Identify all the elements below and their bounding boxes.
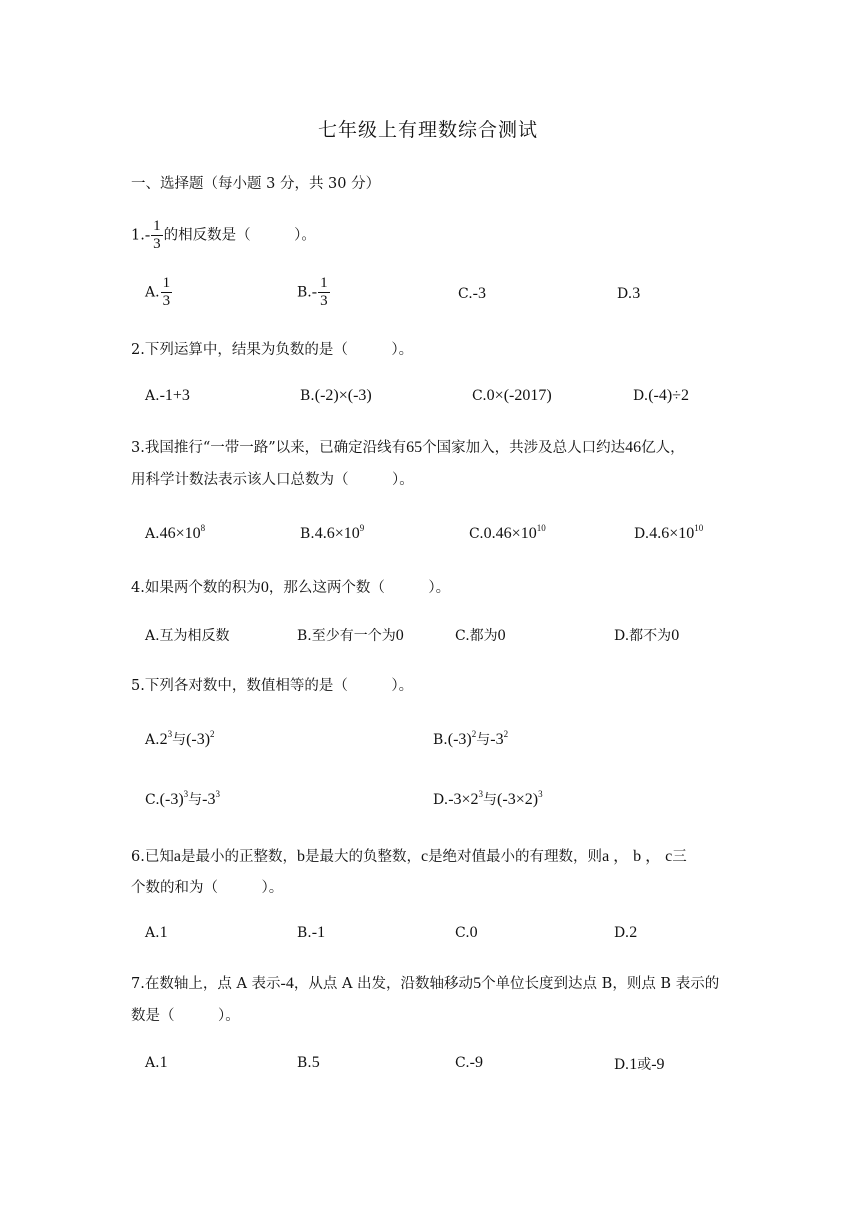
q2-option-c[interactable]: C.0×(-2017)	[472, 387, 552, 404]
q3-option-a[interactable]: $A.46\times 10^8$	[145, 523, 206, 542]
question-4: 4.如果两个数的积为0，那么这两个数（ ）。	[131, 579, 451, 596]
question-6-line-2: 个数的和为（ ）。	[131, 880, 284, 896]
fraction: $\frac{1}{3}$	[153, 218, 161, 252]
question-3-line-2: 用科学计数法表示该人口总数为（ ）。	[131, 472, 414, 488]
q3-option-d[interactable]: $D.4.6\times 10^{10}$	[634, 523, 704, 542]
q1-option-d[interactable]: D.3	[617, 285, 641, 302]
q3-option-b[interactable]: $B.4.6\times 10^9$	[300, 523, 365, 542]
q7-option-a[interactable]: A.1	[145, 1054, 168, 1071]
q5-option-d[interactable]: $D.-3\times 2^3$与$(-3\times 2)^3$	[433, 789, 543, 808]
q1-option-b[interactable]: B.- $\frac{1}{3}$	[297, 275, 328, 309]
q6-option-a[interactable]: A.1	[145, 924, 168, 941]
q4-option-c[interactable]: C.都为0	[455, 627, 506, 644]
q2-option-d[interactable]: D.(-4)÷2	[633, 387, 689, 404]
question-1: 1.- $\frac{1}{3}$ 的相反数是（ ）。	[131, 218, 316, 252]
q5-option-b[interactable]: $B.(-3)^2$与$-3^2$	[433, 729, 509, 748]
q5-option-a[interactable]: $A.2^3$与$(-3)^2$	[145, 729, 215, 748]
q1-option-c[interactable]: C.-3	[458, 285, 486, 302]
q2-option-a[interactable]: A.-1+3	[145, 387, 190, 404]
q7-option-c[interactable]: C.-9	[455, 1054, 483, 1071]
question-3-line-1: 3.我国推行“一带一路”以来，已确定沿线有65个国家加入，共涉及总人口约达46亿人，	[131, 439, 685, 456]
question-6-line-1: 6.已知a是最小的正整数，b是最大的负整数，c是绝对值最小的有理数，则a ， b ， c三	[131, 848, 687, 865]
section-heading: 一、选择题（每小题 3 分，共 30 分）	[131, 176, 381, 192]
q2-option-b[interactable]: B.(-2)×(-3)	[300, 387, 372, 404]
q7-option-b[interactable]: B.5	[297, 1054, 320, 1071]
q1-option-a[interactable]: A. $\frac{1}{3}$	[145, 275, 171, 309]
q6-option-d[interactable]: D.2	[614, 924, 638, 941]
q4-option-a[interactable]: A.互为相反数	[145, 628, 230, 644]
question-7-line-1: 7.在数轴上，点 A 表示-4，从点 A 出发，沿数轴移动5个单位长度到达点 B，则点 B 表示的	[131, 975, 720, 992]
q6-option-b[interactable]: B.-1	[297, 924, 326, 941]
q6-option-c[interactable]: C.0	[455, 924, 478, 941]
q5-option-c[interactable]: $C.(-3)^3$与$-3^3$	[145, 789, 220, 808]
question-2: 2.下列运算中，结果为负数的是（ ）。	[131, 342, 414, 358]
q3-option-c[interactable]: $C.0.46\times 10^{10}$	[469, 523, 546, 542]
q4-option-b[interactable]: B.至少有一个为0	[297, 627, 404, 644]
page-title: 七年级上有理数综合测试	[318, 119, 539, 141]
question-7-line-2: 数是（ ）。	[131, 1008, 240, 1024]
question-5: 5.下列各对数中，数值相等的是（ ）。	[131, 678, 414, 694]
q7-option-d[interactable]: D.1或-9	[614, 1056, 665, 1073]
q4-option-d[interactable]: D.都不为0	[614, 627, 680, 644]
